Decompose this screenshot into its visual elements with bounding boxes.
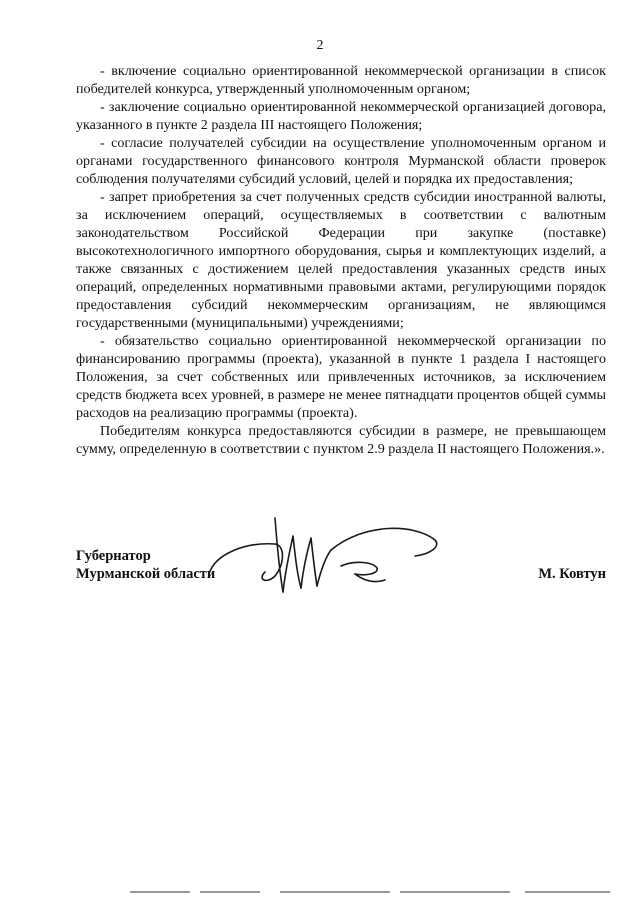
footer-rule-lines (130, 889, 610, 895)
signatory-title-line-2: Мурманской области (76, 566, 216, 582)
signatory-title-line-1: Губернатор (76, 548, 151, 564)
signatory-name: М. Ковтун (538, 566, 606, 582)
paragraph-4: - запрет приобретения за счет полученных средств субсидии иностранной валюты, за исключением операций, осуществляемых в соответствии с валютным законодательством Российской Федерации при закупке (поставке) высокотехнологичного импортного оборудования, сырья и комплектующих изделий, а также связанных с достижением целей предоставления указанных средств иных операций, определенных нормативными правовыми актами, регулирующими порядок предоставления субсидий некоммерческим организациям, не являющимся государственными (муниципальными) учреждениями; (76, 189, 606, 331)
page-number: 2 (316, 38, 324, 53)
paragraph-6: Победителям конкурса предоставляются субсидии в размере, не превышающем сумму, определенную в соответствии с пунктом 2.9 раздела II настоящего Положения.». (76, 423, 606, 457)
paragraph-1: - включение социально ориентированной некоммерческой организации в список победителей конкурса, утвержденный уполномоченным органом; (76, 63, 606, 97)
document-body (76, 62, 606, 458)
paragraph-2: - заключение социально ориентированной некоммерческой организацией договора, указанного в пункте 2 раздела III настоящего Положения; (76, 99, 606, 133)
paragraph-3: - согласие получателей субсидии на осуществление уполномоченным органом и органами государственного финансового контроля Мурманской области проверок соблюдения получателями субсидий условий, целей и порядка их предоставления; (76, 135, 606, 187)
paragraph-5: - обязательство социально ориентированной некоммерческой организации по финансированию программы (проекта), указанной в пункте 1 раздела I настоящего Положения, за счет собственных или привлеченных источников, за исключением средств бюджета всех уровней, в размере не менее пятнадцати процентов общей суммы расходов на реализацию программы (проекта). (76, 333, 606, 421)
signatory-title (76, 547, 215, 583)
handwritten-signature (205, 514, 445, 604)
